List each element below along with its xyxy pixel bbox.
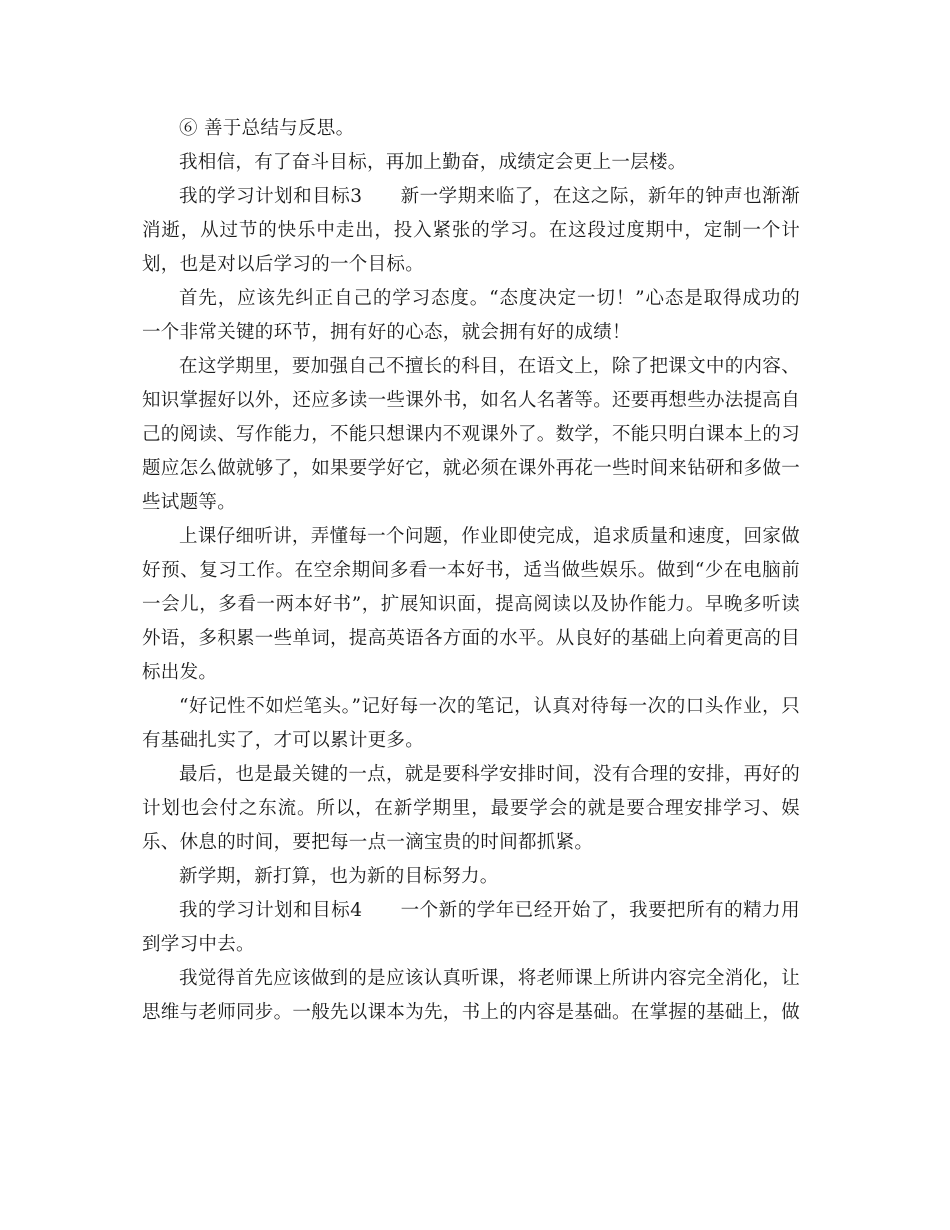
document-body	[142, 112, 800, 1030]
paragraph-new-semester: 新学期，新打算，也为新的目标努力。	[179, 866, 499, 887]
paragraph-time-management: 最后，也是最关键的一点，就是要科学安排时间，没有合理的安排，再好的计划也会付之东流。所以，在新学期里，最要学会的就是要合理安排学习、娱乐、休息的时间，要把每一点一滴宝贵的时间都抓紧。	[142, 764, 800, 853]
paragraph-class-habits: 上课仔细听讲，弄懂每一个问题，作业即使完成，追求质量和速度，回家做好预、复习工作。在空余期间多看一本好书，适当做些娱乐。做到“少在电脑前一会儿，多看一两本好书”，扩展知识面，提高阅读以及协作能力。早晚多听读外语，多积累一些单词，提高英语各方面的水平。从良好的基础上向着更高的目标出发。	[142, 526, 801, 683]
paragraph-summary-reflection: ⑥ 善于总结与反思。	[179, 118, 355, 139]
paragraph-belief: 我相信，有了奋斗目标，再加上勤奋，成绩定会更上一层楼。	[179, 152, 687, 173]
paragraph-plan-3-intro: 我的学习计划和目标3 新一学期来临了，在这之际，新年的钟声也渐渐消逝，从过节的快乐中走出，投入紧张的学习。在这段过度期中，定制一个计划，也是对以后学习的一个目标。	[142, 186, 800, 275]
paragraph-plan-4-intro: 我的学习计划和目标4 一个新的学年已经开始了，我要把所有的精力用到学习中去。	[142, 900, 800, 955]
paragraph-notes: “好记性不如烂笔头。”记好每一次的笔记，认真对待每一次的口头作业，只有基础扎实了，才可以累计更多。	[142, 696, 800, 751]
paragraph-attitude: 首先，应该先纠正自己的学习态度。“态度决定一切！”心态是取得成功的一个非常关键的环节，拥有好的心态，就会拥有好的成绩！	[142, 288, 800, 343]
paragraph-subjects: 在这学期里，要加强自己不擅长的科目，在语文上，除了把课文中的内容、知识掌握好以外，还应多读一些课外书，如名人名著等。还要再想些办法提高自己的阅读、写作能力，不能只想课内不观课外了。数学，不能只明白课本上的习题应怎么做就够了，如果要学好它，就必须在课外再花一些时间来钻研和多做一些试题等。	[142, 356, 801, 513]
paragraph-listen-in-class: 我觉得首先应该做到的是应该认真听课，将老师课上所讲内容完全消化，让思维与老师同步。一般先以课本为先，书上的内容是基础。在掌握的基础上，做	[142, 968, 801, 1023]
